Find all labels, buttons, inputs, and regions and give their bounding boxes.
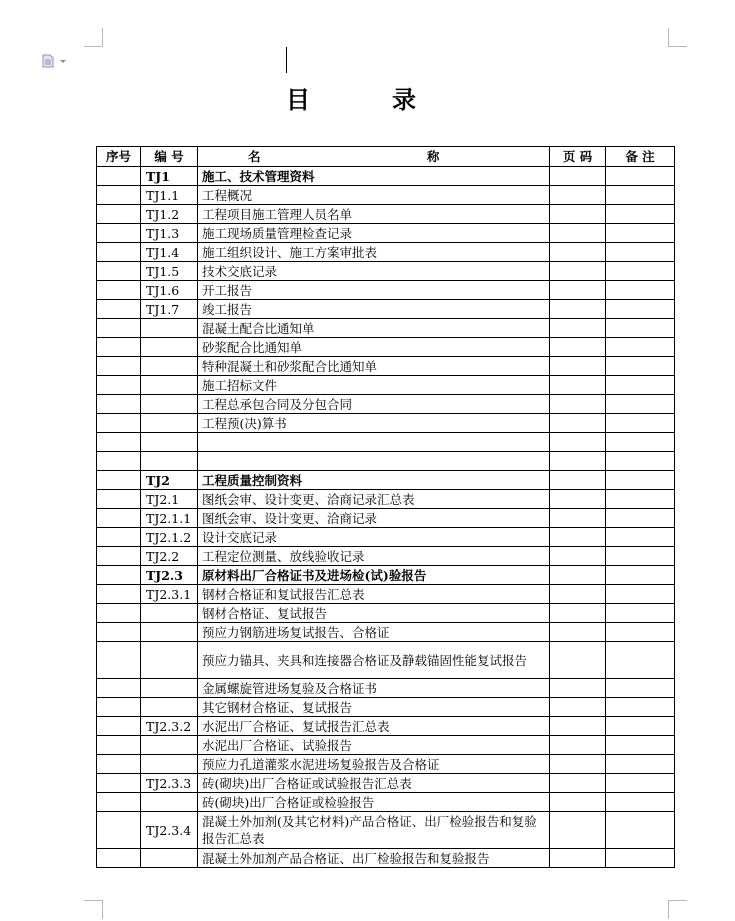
- row-page-cell[interactable]: [550, 585, 606, 604]
- row-seq-cell[interactable]: [97, 604, 141, 623]
- table-row: [97, 509, 675, 528]
- row-seq-cell[interactable]: [97, 338, 141, 357]
- toc-body: [97, 167, 675, 868]
- row-code-cell[interactable]: TJ2.1.2: [141, 528, 198, 547]
- row-page-cell[interactable]: [550, 528, 606, 547]
- row-note-cell[interactable]: [606, 585, 675, 604]
- row-name-cell[interactable]: 预应力孔道灌浆水泥进场复验报告及合格证: [198, 755, 550, 774]
- table-row: [97, 604, 675, 623]
- row-code-cell[interactable]: TJ2.1.1: [141, 509, 198, 528]
- row-name-cell[interactable]: 图纸会审、设计变更、洽商记录汇总表: [198, 490, 550, 509]
- row-page-cell[interactable]: [550, 774, 606, 793]
- row-name-cell[interactable]: 钢材合格证和复试报告汇总表: [198, 585, 550, 604]
- row-seq-cell[interactable]: [97, 281, 141, 300]
- page-title: [286, 80, 418, 115]
- row-note-cell[interactable]: [606, 793, 675, 812]
- row-name-cell[interactable]: 图纸会审、设计变更、洽商记录: [198, 509, 550, 528]
- row-page-cell[interactable]: [550, 812, 606, 849]
- row-note-cell[interactable]: [606, 774, 675, 793]
- row-page-cell[interactable]: [550, 262, 606, 281]
- row-code-cell[interactable]: [141, 452, 198, 471]
- row-code-cell[interactable]: [141, 736, 198, 755]
- row-note-cell[interactable]: [606, 471, 675, 490]
- row-note-cell[interactable]: [606, 357, 675, 376]
- table-row: [97, 585, 675, 604]
- table-row: [97, 774, 675, 793]
- row-name-cell[interactable]: 施工现场质量管理检查记录: [198, 224, 550, 243]
- row-seq-cell[interactable]: [97, 547, 141, 566]
- row-note-cell[interactable]: [606, 547, 675, 566]
- row-page-cell[interactable]: [550, 167, 606, 186]
- row-name-cell[interactable]: 技术交底记录: [198, 262, 550, 281]
- header-name-a: 名: [248, 149, 261, 164]
- table-row: [97, 755, 675, 774]
- row-name-cell[interactable]: 工程总承包合同及分包合同: [198, 395, 550, 414]
- row-code-cell[interactable]: TJ1.2: [141, 205, 198, 224]
- header-page: 页 码: [550, 147, 606, 167]
- row-code-cell[interactable]: TJ1.6: [141, 281, 198, 300]
- row-name-cell[interactable]: 其它钢材合格证、复试报告: [198, 698, 550, 717]
- row-page-cell[interactable]: [550, 547, 606, 566]
- row-note-cell[interactable]: [606, 736, 675, 755]
- table-row: [97, 395, 675, 414]
- header-seq: 序号: [97, 147, 141, 167]
- row-note-cell[interactable]: [606, 717, 675, 736]
- row-seq-cell[interactable]: [97, 186, 141, 205]
- header-name-b: 称: [426, 149, 440, 164]
- title-char-1: 目: [286, 85, 312, 114]
- toc-table: [96, 146, 675, 868]
- row-note-cell[interactable]: [606, 281, 675, 300]
- row-page-cell[interactable]: [550, 698, 606, 717]
- row-note-cell[interactable]: [606, 395, 675, 414]
- row-page-cell[interactable]: [550, 755, 606, 774]
- row-seq-cell[interactable]: [97, 717, 141, 736]
- table-row: [97, 528, 675, 547]
- row-code-cell[interactable]: [141, 319, 198, 338]
- row-page-cell[interactable]: [550, 679, 606, 698]
- row-page-cell[interactable]: [550, 186, 606, 205]
- row-code-cell[interactable]: [141, 338, 198, 357]
- table-row: [97, 224, 675, 243]
- row-name-cell[interactable]: 预应力锚具、夹具和连接器合格证及静载锚固性能复试报告: [198, 642, 550, 679]
- row-note-cell[interactable]: [606, 224, 675, 243]
- row-page-cell[interactable]: [550, 471, 606, 490]
- row-name-cell[interactable]: [198, 433, 550, 452]
- row-seq-cell[interactable]: [97, 414, 141, 433]
- row-code-cell[interactable]: [141, 357, 198, 376]
- row-note-cell[interactable]: [606, 243, 675, 262]
- row-page-cell[interactable]: [550, 205, 606, 224]
- row-page-cell[interactable]: [550, 736, 606, 755]
- table-row: [97, 849, 675, 868]
- row-name-cell[interactable]: 设计交底记录: [198, 528, 550, 547]
- row-name-cell[interactable]: 砖(砌块)出厂合格证或检验报告: [198, 793, 550, 812]
- row-seq-cell[interactable]: [97, 433, 141, 452]
- row-seq-cell[interactable]: [97, 774, 141, 793]
- row-name-cell[interactable]: 工程项目施工管理人员名单: [198, 205, 550, 224]
- table-row: [97, 414, 675, 433]
- row-code-cell[interactable]: TJ1.7: [141, 300, 198, 319]
- row-note-cell[interactable]: [606, 623, 675, 642]
- row-code-cell[interactable]: TJ2.3.1: [141, 585, 198, 604]
- table-row: [97, 642, 675, 679]
- table-row: [97, 167, 675, 186]
- row-code-cell[interactable]: TJ2.3.2: [141, 717, 198, 736]
- row-code-cell[interactable]: TJ2.3: [141, 566, 198, 585]
- row-name-cell[interactable]: 原材料出厂合格证书及进场检(试)验报告: [198, 566, 550, 585]
- row-seq-cell[interactable]: [97, 319, 141, 338]
- row-code-cell[interactable]: [141, 849, 198, 868]
- table-row: [97, 300, 675, 319]
- row-seq-cell[interactable]: [97, 167, 141, 186]
- row-code-cell[interactable]: TJ2.2: [141, 547, 198, 566]
- row-name-cell[interactable]: 混凝土外加剂产品合格证、出厂检验报告和复验报告: [198, 849, 550, 868]
- row-page-cell[interactable]: [550, 376, 606, 395]
- row-seq-cell[interactable]: [97, 395, 141, 414]
- table-row: [97, 357, 675, 376]
- row-page-cell[interactable]: [550, 849, 606, 868]
- row-seq-cell[interactable]: [97, 262, 141, 281]
- row-name-cell[interactable]: 混凝土配合比通知单: [198, 319, 550, 338]
- row-code-cell[interactable]: [141, 376, 198, 395]
- row-note-cell[interactable]: [606, 433, 675, 452]
- table-row: [97, 243, 675, 262]
- row-name-cell[interactable]: 施工招标文件: [198, 376, 550, 395]
- row-note-cell[interactable]: [606, 490, 675, 509]
- row-note-cell[interactable]: [606, 642, 675, 679]
- row-note-cell[interactable]: [606, 679, 675, 698]
- table-row: [97, 471, 675, 490]
- row-seq-cell[interactable]: [97, 452, 141, 471]
- table-row: [97, 376, 675, 395]
- row-note-cell[interactable]: [606, 566, 675, 585]
- row-note-cell[interactable]: [606, 262, 675, 281]
- row-seq-cell[interactable]: [97, 471, 141, 490]
- row-code-cell[interactable]: [141, 793, 198, 812]
- row-note-cell[interactable]: [606, 414, 675, 433]
- row-name-cell[interactable]: 开工报告: [198, 281, 550, 300]
- row-seq-cell[interactable]: [97, 642, 141, 679]
- table-row: [97, 812, 675, 849]
- row-code-cell[interactable]: TJ2.1: [141, 490, 198, 509]
- row-seq-cell[interactable]: [97, 623, 141, 642]
- row-name-cell[interactable]: 施工组织设计、施工方案审批表: [198, 243, 550, 262]
- row-name-cell[interactable]: 砖(砌块)出厂合格证或试验报告汇总表: [198, 774, 550, 793]
- row-seq-cell[interactable]: [97, 528, 141, 547]
- table-row: [97, 698, 675, 717]
- row-page-cell[interactable]: [550, 566, 606, 585]
- row-page-cell[interactable]: [550, 319, 606, 338]
- row-page-cell[interactable]: [550, 509, 606, 528]
- table-row: [97, 717, 675, 736]
- row-code-cell[interactable]: TJ2.3.3: [141, 774, 198, 793]
- row-seq-cell[interactable]: [97, 679, 141, 698]
- row-page-cell[interactable]: [550, 642, 606, 679]
- row-code-cell[interactable]: [141, 755, 198, 774]
- row-seq-cell[interactable]: [97, 812, 141, 849]
- row-seq-cell[interactable]: [97, 698, 141, 717]
- row-page-cell[interactable]: [550, 224, 606, 243]
- row-name-cell[interactable]: 砂浆配合比通知单: [198, 338, 550, 357]
- row-note-cell[interactable]: [606, 376, 675, 395]
- table-row: [97, 547, 675, 566]
- row-page-cell[interactable]: [550, 338, 606, 357]
- row-note-cell[interactable]: [606, 604, 675, 623]
- row-note-cell[interactable]: [606, 205, 675, 224]
- row-code-cell[interactable]: TJ1.3: [141, 224, 198, 243]
- row-note-cell[interactable]: [606, 338, 675, 357]
- row-code-cell[interactable]: TJ2.3.4: [141, 812, 198, 849]
- table-row: [97, 623, 675, 642]
- row-code-cell[interactable]: [141, 414, 198, 433]
- row-code-cell[interactable]: [141, 642, 198, 679]
- row-name-cell[interactable]: 预应力钢筋进场复试报告、合格证: [198, 623, 550, 642]
- row-name-cell[interactable]: 水泥出厂合格证、试验报告: [198, 736, 550, 755]
- row-page-cell[interactable]: [550, 717, 606, 736]
- row-code-cell[interactable]: [141, 433, 198, 452]
- row-code-cell[interactable]: TJ1: [141, 167, 198, 186]
- row-seq-cell[interactable]: [97, 224, 141, 243]
- row-name-cell[interactable]: 施工、技术管理资料: [198, 167, 550, 186]
- row-page-cell[interactable]: [550, 604, 606, 623]
- row-page-cell[interactable]: [550, 300, 606, 319]
- table-row: [97, 262, 675, 281]
- row-note-cell[interactable]: [606, 755, 675, 774]
- header-note: 备 注: [606, 147, 675, 167]
- table-row: [97, 433, 675, 452]
- table-row: [97, 793, 675, 812]
- row-seq-cell[interactable]: [97, 509, 141, 528]
- row-name-cell[interactable]: 工程定位测量、放线验收记录: [198, 547, 550, 566]
- table-row: [97, 490, 675, 509]
- row-page-cell[interactable]: [550, 357, 606, 376]
- table-header-row: [97, 147, 675, 167]
- row-name-cell[interactable]: 金属螺旋管进场复验及合格证书: [198, 679, 550, 698]
- row-page-cell[interactable]: [550, 243, 606, 262]
- row-name-cell[interactable]: 竣工报告: [198, 300, 550, 319]
- row-page-cell[interactable]: [550, 433, 606, 452]
- table-row: [97, 566, 675, 585]
- row-code-cell[interactable]: TJ2: [141, 471, 198, 490]
- row-seq-cell[interactable]: [97, 793, 141, 812]
- row-note-cell[interactable]: [606, 812, 675, 849]
- row-page-cell[interactable]: [550, 281, 606, 300]
- table-row: [97, 205, 675, 224]
- row-page-cell[interactable]: [550, 623, 606, 642]
- row-code-cell[interactable]: [141, 604, 198, 623]
- page-corner-mark-top-right: [668, 28, 687, 47]
- table-row: [97, 281, 675, 300]
- row-code-cell[interactable]: [141, 679, 198, 698]
- header-code: 编 号: [141, 147, 198, 167]
- row-name-cell[interactable]: 钢材合格证、复试报告: [198, 604, 550, 623]
- paste-options-icon[interactable]: [42, 53, 68, 67]
- row-code-cell[interactable]: TJ1.5: [141, 262, 198, 281]
- table-row: [97, 319, 675, 338]
- row-code-cell[interactable]: [141, 698, 198, 717]
- table-row: [97, 736, 675, 755]
- row-page-cell[interactable]: [550, 414, 606, 433]
- table-row: [97, 338, 675, 357]
- row-seq-cell[interactable]: [97, 490, 141, 509]
- row-seq-cell[interactable]: [97, 849, 141, 868]
- row-name-cell[interactable]: 工程预(决)算书: [198, 414, 550, 433]
- title-char-2: 录: [392, 85, 418, 114]
- row-code-cell[interactable]: TJ1.4: [141, 243, 198, 262]
- row-note-cell[interactable]: [606, 186, 675, 205]
- row-note-cell[interactable]: [606, 167, 675, 186]
- row-seq-cell[interactable]: [97, 755, 141, 774]
- row-page-cell[interactable]: [550, 452, 606, 471]
- row-note-cell[interactable]: [606, 698, 675, 717]
- row-name-cell[interactable]: 工程质量控制资料: [198, 471, 550, 490]
- row-name-cell[interactable]: 混凝土外加剂(及其它材料)产品合格证、出厂检验报告和复验报告汇总表: [198, 812, 550, 849]
- row-name-cell[interactable]: [198, 452, 550, 471]
- row-seq-cell[interactable]: [97, 736, 141, 755]
- table-row: [97, 186, 675, 205]
- row-seq-cell[interactable]: [97, 205, 141, 224]
- row-note-cell[interactable]: [606, 300, 675, 319]
- row-code-cell[interactable]: TJ1.1: [141, 186, 198, 205]
- row-name-cell[interactable]: 水泥出厂合格证、复试报告汇总表: [198, 717, 550, 736]
- row-seq-cell[interactable]: [97, 376, 141, 395]
- row-seq-cell[interactable]: [97, 566, 141, 585]
- table-row: [97, 452, 675, 471]
- row-code-cell[interactable]: [141, 623, 198, 642]
- row-seq-cell[interactable]: [97, 300, 141, 319]
- row-note-cell[interactable]: [606, 528, 675, 547]
- row-code-cell[interactable]: [141, 395, 198, 414]
- page-corner-mark-bottom-right: [668, 900, 687, 919]
- page-corner-mark-top-left: [84, 28, 103, 47]
- row-note-cell[interactable]: [606, 319, 675, 338]
- row-page-cell[interactable]: [550, 395, 606, 414]
- row-seq-cell[interactable]: [97, 243, 141, 262]
- row-page-cell[interactable]: [550, 793, 606, 812]
- row-name-cell[interactable]: 特种混凝土和砂浆配合比通知单: [198, 357, 550, 376]
- table-row: [97, 679, 675, 698]
- row-note-cell[interactable]: [606, 452, 675, 471]
- page-corner-mark-bottom-left: [84, 900, 103, 919]
- row-seq-cell[interactable]: [97, 585, 141, 604]
- text-cursor: [286, 47, 287, 73]
- row-note-cell[interactable]: [606, 849, 675, 868]
- header-name: [198, 147, 550, 167]
- row-name-cell[interactable]: 工程概况: [198, 186, 550, 205]
- row-note-cell[interactable]: [606, 509, 675, 528]
- row-page-cell[interactable]: [550, 490, 606, 509]
- row-seq-cell[interactable]: [97, 357, 141, 376]
